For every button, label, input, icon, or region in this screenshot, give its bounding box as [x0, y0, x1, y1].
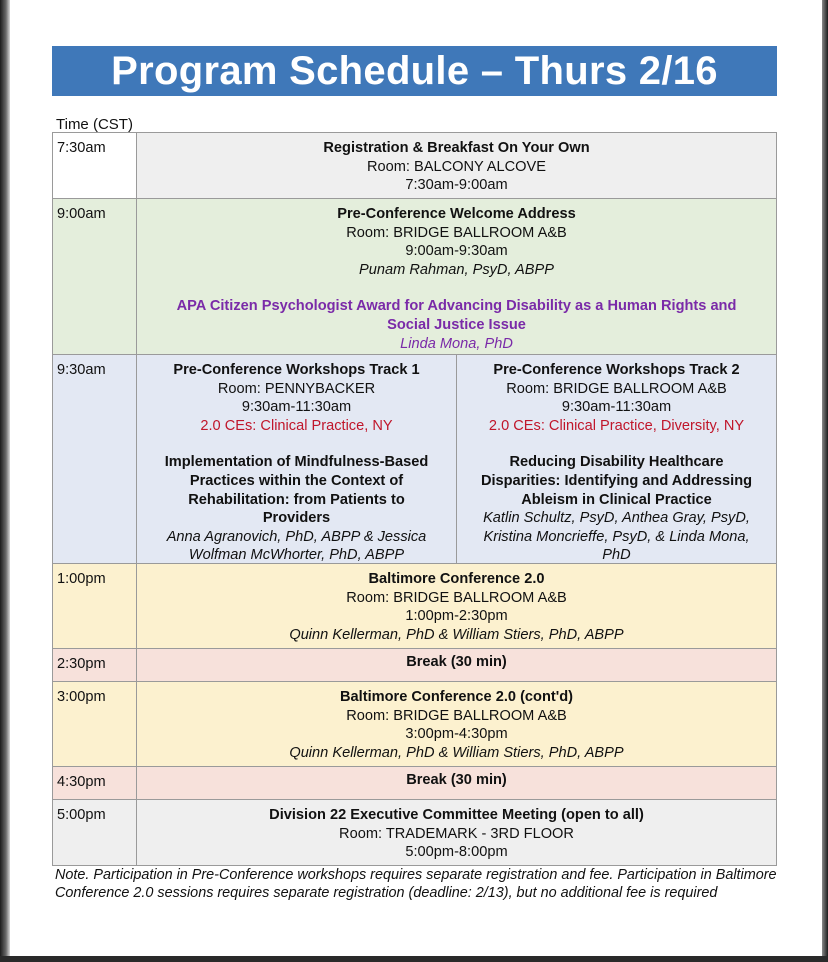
workshop-track2-cell: [457, 355, 777, 564]
track2-presenters-1: Katlin Schultz, PsyD, Anthea Gray, PsyD,: [483, 510, 750, 527]
event-room: Room: BRIDGE BALLROOM A&B: [346, 589, 567, 606]
track2-presenters-2: Kristina Moncrieffe, PsyD, & Linda Mona,: [483, 528, 750, 545]
event-speakers: Quinn Kellerman, PhD & William Stiers, PhD, ABPP: [289, 626, 624, 643]
track1-presenters-2: Wolfman McWhorter, PhD, ABPP: [188, 547, 405, 564]
track1-session-title-4: Providers: [262, 510, 331, 527]
track2-session-title-2: Disparities: Identifying and Addressing: [480, 472, 753, 489]
event-cell: [137, 767, 777, 800]
frame-edge-bottom: [0, 956, 828, 962]
track1-room: Room: PENNYBACKER: [217, 380, 376, 397]
footnote: Note. Participation in Pre-Conference workshops requires separate registration and fee. Participation in Baltimore Conference 2.0 sessions requires separate registration (deadline: 2/13), but no additional fee is required: [55, 867, 777, 902]
event-speaker: Punam Rahman, PsyD, ABPP: [359, 261, 554, 278]
track2-session-title-1: Reducing Disability Healthcare: [509, 454, 724, 471]
schedule-row-workshops: [53, 355, 777, 564]
time-cell: 9:00am: [53, 199, 137, 355]
track2-presenters-3: PhD: [602, 547, 631, 564]
event-room: Room: BRIDGE BALLROOM A&B: [346, 224, 567, 241]
event-hours: 1:00pm-2:30pm: [405, 608, 508, 625]
award-title-line1: APA Citizen Psychologist Award for Advancing Disability as a Human Rights and: [176, 298, 737, 315]
frame-edge-left: [0, 0, 10, 962]
time-cell: 5:00pm: [53, 800, 137, 866]
event-hours: 3:00pm-4:30pm: [405, 726, 508, 743]
schedule-row-registration: [53, 133, 777, 199]
track1-presenters-1: Anna Agranovich, PhD, ABPP & Jessica: [166, 528, 427, 545]
track1-ces: 2.0 CEs: Clinical Practice, NY: [200, 417, 393, 434]
event-hours: 9:00am-9:30am: [405, 243, 508, 260]
track2-room: Room: BRIDGE BALLROOM A&B: [506, 380, 727, 397]
time-cell: 1:00pm: [53, 564, 137, 649]
event-cell: [137, 649, 777, 682]
award-recipient: Linda Mona, PhD: [400, 335, 513, 352]
event-room: Room: BALCONY ALCOVE: [367, 158, 546, 175]
schedule-row-baltimore: [53, 564, 777, 649]
track1-title: Pre-Conference Workshops Track 1: [173, 362, 420, 378]
event-title: Pre-Conference Welcome Address: [337, 206, 576, 222]
track1-session-title-2: Practices within the Context of: [189, 472, 404, 489]
workshop-track1-cell: [137, 355, 457, 564]
page-title: Program Schedule – Thurs 2/16: [52, 46, 777, 96]
track2-session-title-3: Ableism in Clinical Practice: [521, 491, 712, 508]
schedule-row-welcome: [53, 199, 777, 355]
track1-session-title-1: Implementation of Mindfulness-Based: [164, 454, 429, 471]
event-title: Baltimore Conference 2.0 (cont'd): [340, 689, 573, 705]
event-speakers: Quinn Kellerman, PhD & William Stiers, PhD, ABPP: [289, 744, 624, 761]
event-hours: 7:30am-9:00am: [405, 177, 508, 194]
event-title: Division 22 Executive Committee Meeting (open to all): [269, 807, 644, 823]
event-title: Break (30 min): [406, 772, 507, 788]
event-title: Baltimore Conference 2.0: [368, 571, 545, 587]
event-cell: [137, 199, 777, 355]
event-title: Registration & Breakfast On Your Own: [323, 140, 590, 156]
event-room: Room: BRIDGE BALLROOM A&B: [346, 707, 567, 724]
event-cell: [137, 800, 777, 866]
schedule-table: [52, 132, 777, 866]
event-title: Break (30 min): [406, 654, 507, 670]
time-cell: 4:30pm: [53, 767, 137, 800]
event-cell: [137, 133, 777, 199]
event-hours: 5:00pm-8:00pm: [405, 844, 508, 861]
schedule-row-division22: [53, 800, 777, 866]
schedule-row-break: [53, 767, 777, 800]
schedule-row-baltimore-contd: [53, 682, 777, 767]
time-cell: 7:30am: [53, 133, 137, 199]
event-room: Room: TRADEMARK - 3RD FLOOR: [339, 825, 574, 842]
time-cell: 3:00pm: [53, 682, 137, 767]
track2-hours: 9:30am-11:30am: [561, 399, 672, 416]
track1-session-title-3: Rehabilitation: from Patients to: [188, 491, 405, 508]
track2-title: Pre-Conference Workshops Track 2: [493, 362, 740, 378]
event-cell: [137, 682, 777, 767]
award-title-line2: Social Justice Issue: [387, 316, 526, 333]
track1-hours: 9:30am-11:30am: [241, 399, 352, 416]
schedule-row-break: [53, 649, 777, 682]
frame-edge-right: [822, 0, 828, 962]
time-cell: 9:30am: [53, 355, 137, 564]
event-cell: [137, 564, 777, 649]
time-column-header: Time (CST): [56, 116, 133, 133]
track2-ces: 2.0 CEs: Clinical Practice, Diversity, NY: [488, 417, 745, 434]
time-cell: 2:30pm: [53, 649, 137, 682]
